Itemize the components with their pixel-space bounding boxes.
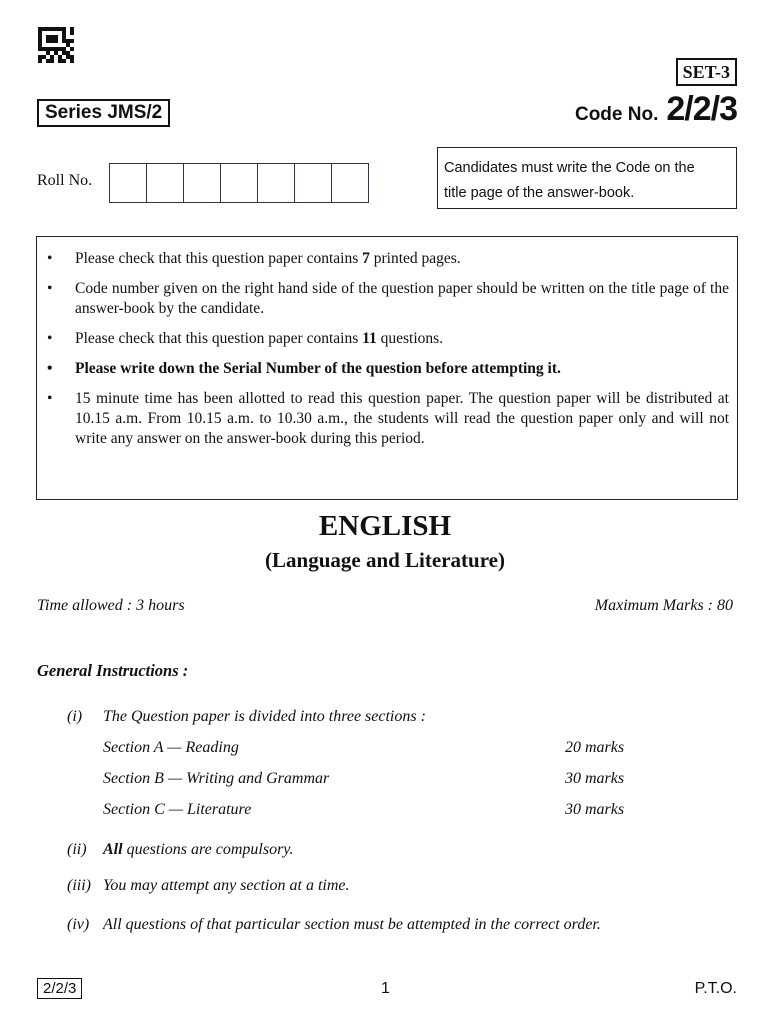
item-text: You may attempt any section at a time. xyxy=(103,877,350,894)
paper-subtitle: (Language and Literature) xyxy=(265,548,505,572)
item-number: (ii) xyxy=(67,841,87,858)
time-allowed: Time allowed : 3 hours xyxy=(37,597,185,614)
instruction-text: questions. xyxy=(376,330,444,347)
item-number: (i) xyxy=(67,708,83,725)
roll-box xyxy=(183,163,221,203)
qr-code xyxy=(38,27,74,63)
bullet-icon: • xyxy=(47,280,53,297)
roll-box xyxy=(109,163,147,203)
instruction-text: Please check that this question paper contains xyxy=(75,330,363,347)
section-marks: 30 marks xyxy=(565,770,625,787)
page-number: 1 xyxy=(381,980,390,997)
section-marks: 20 marks xyxy=(565,739,625,756)
bullet-icon: • xyxy=(47,250,53,267)
code-note-line: title page of the answer-book. xyxy=(444,185,635,201)
instruction-item xyxy=(45,249,729,269)
item-number: (iv) xyxy=(67,916,90,933)
instruction-bold: 11 xyxy=(362,330,377,347)
roll-box xyxy=(220,163,258,203)
item-text-rest: questions are compulsory. xyxy=(122,841,294,858)
instruction-text: Code number given on the right hand side of the question paper should be written on the title page of the answer-book by the candidate. xyxy=(75,280,729,317)
pto-label: P.T.O. xyxy=(694,980,737,997)
roll-box xyxy=(294,163,332,203)
item-bold: All xyxy=(103,841,123,858)
series-label: Series JMS/2 xyxy=(37,99,170,127)
roll-box xyxy=(146,163,184,203)
maximum-marks: Maximum Marks : 80 xyxy=(594,597,733,614)
bullet-icon: • xyxy=(47,330,53,347)
instruction-text: printed pages. xyxy=(369,250,461,267)
section-name: Section C — Literature xyxy=(103,801,252,818)
code-note-box xyxy=(437,147,737,209)
item-number: (iii) xyxy=(67,877,91,894)
instruction-item xyxy=(45,279,729,319)
section-name: Section B — Writing and Grammar xyxy=(103,770,330,787)
instruction-bold: 7 xyxy=(362,250,370,267)
roll-box xyxy=(257,163,295,203)
instruction-item xyxy=(45,329,729,349)
bullet-icon: • xyxy=(47,390,53,407)
item-text xyxy=(103,841,294,859)
code-value: 2/2/3 xyxy=(666,90,737,128)
set-badge: SET-3 xyxy=(676,58,737,86)
section-marks: 30 marks xyxy=(565,801,625,818)
section-name: Section A — Reading xyxy=(103,739,239,756)
paper-title: ENGLISH xyxy=(318,510,452,542)
item-text: The Question paper is divided into three sections : xyxy=(103,708,426,725)
bullet-icon: • xyxy=(47,360,53,377)
instructions-box xyxy=(36,236,738,500)
roll-box xyxy=(331,163,369,203)
roll-number-boxes xyxy=(110,163,369,203)
instruction-text: Please check that this question paper contains xyxy=(75,250,363,267)
footer-code: 2/2/3 xyxy=(37,978,82,999)
code-note-line: Candidates must write the Code on the xyxy=(444,160,695,176)
code-label: Code No. xyxy=(574,104,659,125)
code-number xyxy=(575,90,737,129)
item-text: All questions of that particular section must be attempted in the correct order. xyxy=(103,916,601,933)
roll-number-label: Roll No. xyxy=(37,172,93,189)
instruction-item xyxy=(45,359,729,379)
instruction-text: 15 minute time has been allotted to read this question paper. The question paper will be distributed at 10.15 a.m. From 10.15 a.m. to 10.30 a.m., the students will read the question paper only and will not write any answer on the answer-book during this period. xyxy=(75,390,729,447)
instruction-bold: Please write down the Serial Number of the question before attempting it. xyxy=(75,360,561,377)
instruction-item xyxy=(45,389,729,449)
general-instructions-title: General Instructions : xyxy=(37,661,189,680)
